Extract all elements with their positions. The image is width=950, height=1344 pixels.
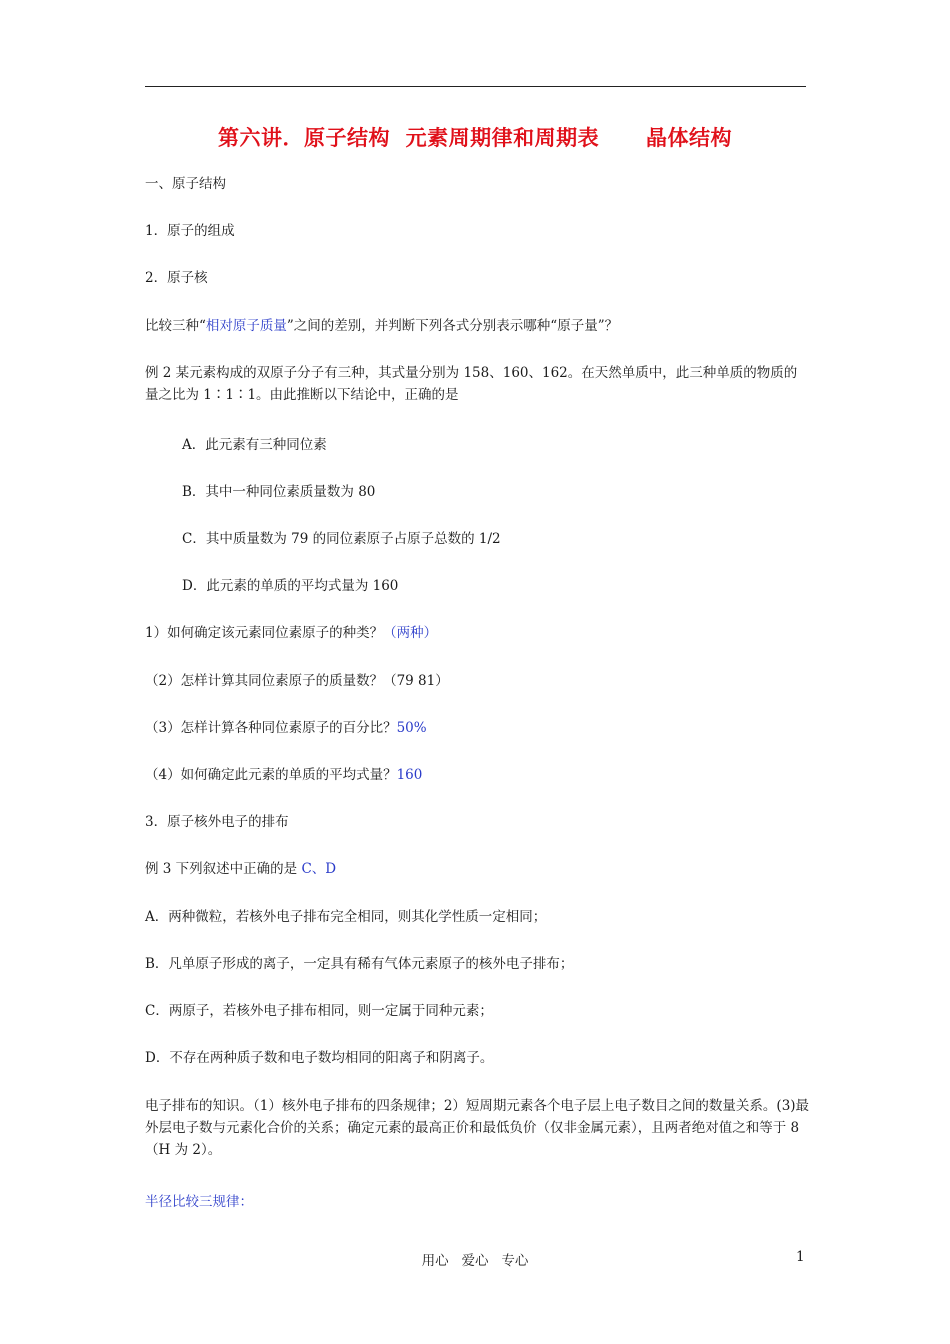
radius-heading: 半径比较三规律：	[145, 1194, 253, 1210]
page-footer: 用心 爱心 专心	[421, 1253, 529, 1269]
subsection-heading: 3．原子核外电子的排布	[145, 814, 289, 830]
example-2-stem: 例 2 某元素构成的双原子分子有三种，其式量分别为 158、160、162。在天然单质中，此三种单质的物质的量之比为 1∶1∶1。由此推断以下结论中，正确的是	[145, 365, 798, 403]
knowledge-paragraph: 电子排布的知识。（1）核外电子排布的四条规律；2）短周期元素各个电子层上电子数目之间的数量关系。(3)最外层电子数与元素化合价的关系；确定元素的最高正价和最低负价（仅非金属元素），且两者绝对值之和等于 8（H 为 2）。	[145, 1098, 810, 1158]
answer-text: 160	[396, 767, 423, 783]
ex3-option-c: C．两原子，若核外电子排布相同，则一定属于同种元素；	[145, 1003, 493, 1019]
question-text: 比较三种“	[145, 318, 206, 334]
option-c: C．其中质量数为 79 的同位素原子占原子总数的 1/2	[182, 531, 501, 547]
answer-text: C、D	[301, 861, 337, 877]
question-paragraph	[145, 315, 810, 337]
example-3-stem	[145, 858, 810, 880]
sub-question-2	[145, 670, 810, 692]
page-number: 1	[796, 1249, 805, 1265]
ex3-option-a: A．两种微粒，若核外电子排布完全相同，则其化学性质一定相同；	[145, 909, 547, 925]
answer-text: （两种）	[383, 625, 438, 641]
answer-text: 50%	[396, 720, 427, 736]
subsection-heading: 2．原子核	[145, 270, 208, 286]
question-text: （2）怎样计算其同位素原子的质量数？（79 81）	[145, 673, 449, 689]
question-text: （3）怎样计算各种同位素原子的百分比？	[145, 720, 397, 736]
question-text: 例 3 下列叙述中正确的是	[145, 861, 302, 877]
question-text: ”之间的差别，并判断下列各式分别表示哪种“原子量”？	[286, 318, 619, 334]
header-rule	[145, 86, 806, 87]
page-title: 第六讲．原子结构 元素周期律和周期表 晶体结构	[218, 126, 732, 150]
question-text: 1）如何确定该元素同位素原子的种类？	[145, 625, 384, 641]
subsection-heading: 1．原子的组成	[145, 223, 235, 239]
option-d: D．此元素的单质的平均式量为 160	[182, 578, 399, 594]
option-b: B．其中一种同位素质量数为 80	[182, 484, 376, 500]
highlight-text: 相对原子质量	[205, 318, 287, 334]
question-text: （4）如何确定此元素的单质的平均式量？	[145, 767, 397, 783]
sub-question-4	[145, 764, 810, 786]
sub-question-3	[145, 717, 810, 739]
ex3-option-b: B．凡单原子形成的离子，一定具有稀有气体元素原子的核外电子排布；	[145, 956, 574, 972]
sub-question-1	[145, 622, 810, 644]
section-heading: 一、原子结构	[145, 176, 226, 192]
ex3-option-d: D．不存在两种质子数和电子数均相同的阳离子和阴离子。	[145, 1050, 494, 1066]
option-a: A．此元素有三种同位素	[182, 437, 327, 453]
